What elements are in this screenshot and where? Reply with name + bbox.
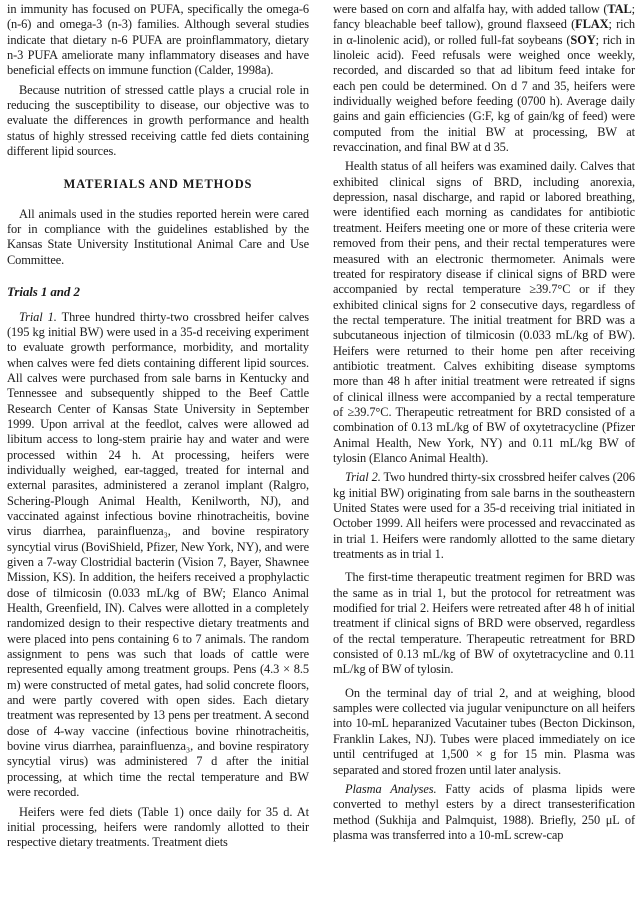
diets-text-c: ; rich in α-linolenic acid), or rolled full-fat soybeans ( xyxy=(333,17,635,47)
trial2-runin-label: Trial 2. xyxy=(345,470,381,485)
diets-text-d: ; rich in linoleic acid). Feed refusals were weighed once weekly, recorded, and discarded so that ad libitum feed intake for each pen could be determined. On d 7 and 35, heifers were individually weighed before feeding (0700 h). Average daily gains and gain efficiencies (G:F, kg of gain/kg of feed) were computed from the initial BW at processing, BW at revaccination, and final BW at d 35. xyxy=(333,32,635,155)
trial2-text: Two hundred thirty-six crossbred heifer calves (206 kg initial BW) originating from sale barns in the southeastern United States were used for a 35-d receiving trial initiated in October 1999. All heifers were processed and revaccinated as in trial 1. Heifers were randomly allotted to the same dietary treatments as in trial 1. xyxy=(333,470,635,562)
abbr-tal: TAL xyxy=(607,2,632,16)
section-heading-materials-methods: MATERIALS AND METHODS xyxy=(63,177,253,192)
trial1-text: Three hundred thirty-two crossbred heifer calves (195 kg initial BW) were used in a 35-d receiving experiment to evaluate growth performance, morbidity, and mortality when calves were fed diets containing different lipid sources. All calves were purchased from sale barns in Kentucky and Tennessee and subsequently shipped to the Beef Cattle Research Center of Kansas State University in September 1999. Upon arrival at the feedlot, calves were allowed ad libitum access to long-stem prairie hay and water and were processed within 24 h. At processing, heifers were individually weighed, ear-tagged, treated for internal and external parasites, administered a zeranol implant (Ralgro, Schering-Plough Animal Health, Kenilworth, NJ), and vaccinated against infectious bovine rhinotracheitis, bovine virus diarrhea, parainfluenza₃, and bovine respiratory syncytial virus (BoviShield, Pfizer, New York, NY), and were given a 7-way Clostridial bacterin (Vision 7, Bayer, Shawnee Mission, KS). In addition, the heifers received a prophylactic dose of tilmicosin (0.033 mL/kg of BW; Elanco Animal Health, Greenfield, IN). Calves were allotted in a completely randomized design to their respective dietary treatments and were placed into pens containing 6 to 7 animals. The random assignment to pens was such that loads of cattle were represented equally among treatment groups. Pens (4.3 × 8.5 m) were constructed of metal gates, had solid concrete floors, and were partly covered with open sides. Each dietary treatment was represented by 13 pens per treatment. A second dose of 4-way vaccine (infectious bovine rhinotracheitis, bovine virus diarrhea, parainfluenza₃, and bovine respiratory syncytial virus) was administered 7 d after the initial processing, at which time the rectal temperature and BW were recorded. xyxy=(7,309,309,800)
abbr-flax: FLAX xyxy=(575,17,609,32)
plasma-analyses-paragraph xyxy=(333,782,635,843)
right-column xyxy=(333,2,635,843)
diets-paragraph-continued xyxy=(333,2,635,155)
diets-paragraph-start: Heifers were fed diets (Table 1) once daily for 35 d. At initial processing, heifers were randomly allotted to their respective dietary treatments. Treatment diets xyxy=(7,804,309,850)
treatment-regimen-paragraph: The first-time therapeutic treatment regimen for BRD was the same as in trial 1, but the protocol for retreatment was modified for trial 2. Heifers were retreated after 48 h of initial treatment if clinical signs of BRD were observed, regardless of the rectal temperature. Therapeutic retreatment for BRD consisted of 0.13 mL/kg of BW of oxytetracycline and 0.11 mL/kg of BW of tylosin. xyxy=(333,570,635,677)
objective-paragraph: Because nutrition of stressed cattle plays a crucial role in reducing the susceptibility to disease, our objective was to evaluate the differences in growth performance and health status of highly stressed receiving cattle fed diets containing different lipid sources. xyxy=(7,82,309,159)
animal-care-paragraph: All animals used in the studies reported herein were cared for in compliance with the guidelines established by the Kansas State University Institutional Animal Care and Use Committee. xyxy=(7,206,309,267)
trial1-runin-label: Trial 1. xyxy=(19,309,57,324)
intro-paragraph-end: in immunity has focused on PUFA, specifically the omega-6 (n-6) and omega-3 (n-3) families. Although several studies indicate that dietary n-6 PUFA are proinflammatory, dietary n-3 PUFA ameliorate many inflammatory diseases and have beneficial effects on immune function (Calder, 1998a). xyxy=(7,2,309,78)
diets-text-a: were based on corn and alfalfa hay, with added tallow ( xyxy=(333,2,608,16)
subheading-trials: Trials 1 and 2 xyxy=(7,284,80,300)
plasma-runin-label: Plasma Analyses. xyxy=(345,781,437,796)
health-status-paragraph: Health status of all heifers was examined daily. Calves that exhibited clinical signs of BRD, including anorexia, depression, nasal discharge, and rapid or labored breathing, were identified each morning as candidates for antibiotic treatment. Heifers meeting one or more of these criteria were removed from their pens, and their rectal temperatures were measured with an electronic thermometer. Animals were treated for respiratory disease if clinical signs of BRD were accompanied by rectal temperature ≥39.7°C or if they exhibited clinical signs for 2 consecutive days, regardless of the rectal temperature. The initial treatment for BRD was a subcutaneous injection of tilmicosin (0.033 mL/kg of BW). Heifers were returned to their home pen after receiving antibiotic treatment. Calves exhibiting disease symptoms more than 48 h after initial treatment were retreated if signs of clinical illness were accompanied by a rectal temperature of ≥39.7°C. Therapeutic retreatment for BRD consisted of a combination of 0.13 mL/kg of BW of oxytetracycline (Pfizer Animal Health, New York, NY) and 0.11 mL/kg BW of tylosin (Elanco Animal Health). xyxy=(333,159,635,465)
trial1-paragraph xyxy=(7,310,309,801)
plasma-text: Fatty acids of plasma lipids were converted to methyl esters by a direct transesterification method (Sukhija and Palmquist, 1988). Briefly, 250 μL of plasma was transferred into a 10-mL screw-cap xyxy=(333,781,635,842)
left-column xyxy=(7,2,309,851)
trial2-paragraph xyxy=(333,470,635,562)
abbr-soy: SOY xyxy=(570,32,596,47)
diets-text-b: ; fancy bleachable beef tallow), ground flaxseed ( xyxy=(333,2,635,32)
blood-sampling-paragraph: On the terminal day of trial 2, and at weighing, blood samples were collected via jugular venipuncture on all heifers into 10-mL heparanized Vacutainer tubes (Becton Dickinson, Franklin Lakes, NJ). Tubes were placed immediately on ice until centrifuged at 1,500 × g for 15 min. Plasma was separated and stored frozen until later analysis. xyxy=(333,685,635,777)
